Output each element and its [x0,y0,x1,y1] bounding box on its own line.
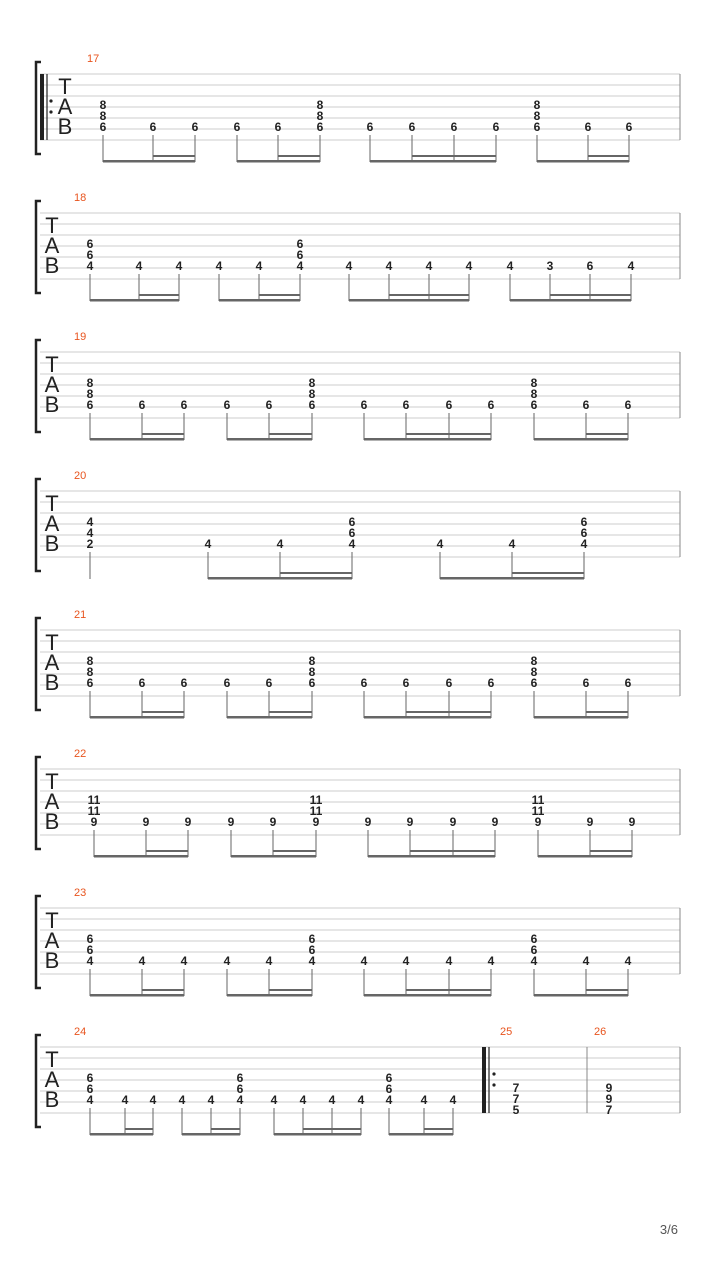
tab-clef-letter: T [45,630,59,655]
beam [227,716,312,719]
fret-number: 4 [138,954,146,968]
fret-number: 8 [308,654,316,668]
fret-number: 9 [364,815,372,829]
fret-number: 6 [445,676,453,690]
beam-secondary [211,1128,240,1130]
beam-secondary [588,155,629,157]
beam [227,438,312,441]
fret-number: 11 [87,793,101,807]
beam [94,855,188,858]
fret-number: 6 [86,248,94,262]
fret-number: 4 [449,1093,457,1107]
beam [364,438,491,441]
beam [90,1133,153,1136]
tab-clef-letter: A [44,789,60,814]
beam [368,855,495,858]
beam-secondary [142,711,184,713]
fret-number: 6 [348,526,356,540]
fret-number: 6 [265,398,273,412]
staff-system [36,748,680,858]
fret-number: 4 [86,1093,94,1107]
fret-number: 4 [308,954,316,968]
fret-number: 4 [420,1093,428,1107]
fret-number: 6 [487,676,495,690]
fret-number: 4 [328,1093,336,1107]
measure-number: 24 [74,1026,87,1038]
beam [538,855,632,858]
fret-number: 6 [180,398,188,412]
staff-system [36,192,680,302]
fret-number: 4 [436,537,444,551]
fret-number: 6 [584,120,592,134]
fret-number: 4 [180,954,188,968]
fret-number: 6 [530,398,538,412]
fret-number: 6 [366,120,374,134]
fret-number: 8 [530,665,538,679]
fret-number: 11 [309,804,323,818]
fret-number: 4 [276,537,284,551]
fret-number: 6 [236,1082,244,1096]
beam [90,994,184,997]
fret-number: 4 [465,259,473,273]
fret-number: 4 [360,954,368,968]
beam-secondary [590,850,632,852]
tab-clef-letter: T [45,908,59,933]
beam [237,160,320,163]
fret-number: 4 [425,259,433,273]
fret-number: 7 [605,1103,613,1117]
fret-number: 4 [204,537,212,551]
tab-clef-letter: B [57,114,73,139]
fret-number: 9 [605,1092,613,1106]
beam-secondary [586,433,628,435]
beam-secondary [269,989,312,991]
fret-number: 8 [308,376,316,390]
fret-number: 6 [180,676,188,690]
fret-number: 6 [308,943,316,957]
beam-secondary [550,294,631,296]
fret-number: 6 [533,120,541,134]
measure-number: 25 [500,1026,513,1038]
fret-number: 6 [236,1071,244,1085]
beam [370,160,496,163]
fret-number: 11 [87,804,101,818]
fret-number: 8 [308,665,316,679]
fret-number: 8 [316,109,324,123]
fret-number: 6 [450,120,458,134]
fret-number: 4 [178,1093,186,1107]
beam [349,299,469,302]
fret-number: 4 [86,954,94,968]
fret-number: 8 [316,98,324,112]
repeat-dot [49,110,52,113]
fret-number: 6 [530,943,538,957]
fret-number: 6 [530,676,538,690]
fret-number: 4 [149,1093,157,1107]
fret-number: 4 [86,526,94,540]
page-number: 3/6 [659,1222,678,1237]
measure-number: 17 [87,53,100,65]
fret-number: 4 [265,954,273,968]
fret-number: 9 [628,815,636,829]
fret-number: 9 [491,815,499,829]
fret-number: 8 [99,98,107,112]
fret-number: 6 [487,398,495,412]
fret-number: 8 [99,109,107,123]
fret-number: 6 [586,259,594,273]
beam-secondary [406,711,491,713]
beam-secondary [586,989,628,991]
fret-number: 6 [308,676,316,690]
fret-number: 4 [487,954,495,968]
fret-number: 6 [625,120,633,134]
fret-number: 4 [345,259,353,273]
staff-system [36,609,680,719]
fret-number: 8 [530,654,538,668]
fret-number: 4 [121,1093,129,1107]
fret-number: 4 [385,259,393,273]
fret-number: 6 [233,120,241,134]
fret-number: 8 [308,387,316,401]
fret-number: 8 [533,98,541,112]
fret-number: 4 [223,954,231,968]
beam-secondary [153,155,195,157]
fret-number: 8 [86,387,94,401]
fret-number: 9 [534,815,542,829]
tab-clef-letter: T [45,491,59,516]
tab-clef-letter: A [44,233,60,258]
tab-clef-letter: B [44,670,60,695]
fret-number: 6 [582,676,590,690]
fret-number: 4 [207,1093,215,1107]
fret-number: 4 [86,259,94,273]
beam-secondary [142,989,184,991]
fret-number: 3 [546,259,554,273]
fret-number: 5 [512,1103,520,1117]
staff-system [36,1026,680,1136]
beam-secondary [389,294,469,296]
fret-number: 6 [86,932,94,946]
fret-number: 6 [138,398,146,412]
beam-secondary [303,1128,361,1130]
fret-number: 6 [492,120,500,134]
tab-clef-letter: A [44,928,60,953]
fret-number: 4 [135,259,143,273]
fret-number: 4 [385,1093,393,1107]
fret-number: 6 [348,515,356,529]
fret-number: 6 [530,932,538,946]
beam-secondary [406,989,491,991]
repeat-dot [492,1083,495,1086]
beam [537,160,629,163]
fret-number: 6 [274,120,282,134]
fret-number: 9 [312,815,320,829]
fret-number: 4 [255,259,263,273]
fret-number: 4 [580,537,588,551]
tab-clef-letter: T [45,213,59,238]
beam [440,577,584,580]
tab-clef-letter: A [44,1067,60,1092]
beam-secondary [278,155,320,157]
fret-number: 9 [586,815,594,829]
staff-system [36,470,680,580]
fret-number: 6 [191,120,199,134]
fret-number: 4 [402,954,410,968]
fret-number: 4 [582,954,590,968]
fret-number: 6 [385,1082,393,1096]
measure-number: 21 [74,609,87,621]
measure-number: 23 [74,887,87,899]
staff-system [36,53,680,163]
beam [274,1133,361,1136]
tab-clef-letter: A [44,650,60,675]
beam [208,577,352,580]
fret-number: 4 [627,259,635,273]
beam [510,299,631,302]
fret-number: 9 [142,815,150,829]
beam [231,855,316,858]
fret-number: 6 [99,120,107,134]
fret-number: 4 [508,537,516,551]
beam [389,1133,453,1136]
fret-number: 6 [149,120,157,134]
fret-number: 6 [445,398,453,412]
beam-secondary [512,572,584,574]
tab-clef-letter: T [58,74,72,99]
beam-secondary [139,294,179,296]
fret-number: 4 [530,954,538,968]
fret-number: 4 [299,1093,307,1107]
beam [90,299,179,302]
beam [364,716,491,719]
fret-number: 8 [533,109,541,123]
fret-number: 8 [530,376,538,390]
fret-number: 4 [506,259,514,273]
beam-secondary [273,850,316,852]
tab-clef-letter: B [44,392,60,417]
tab-clef-letter: B [44,948,60,973]
beam [103,160,195,163]
fret-number: 6 [265,676,273,690]
fret-number: 6 [296,237,304,251]
fret-number: 8 [530,387,538,401]
tab-clef-letter: B [44,531,60,556]
beam [90,438,184,441]
tab-clef-letter: B [44,809,60,834]
measure-number: 18 [74,192,87,204]
beam-secondary [269,433,312,435]
fret-number: 6 [408,120,416,134]
fret-number: 8 [86,665,94,679]
tab-clef-letter: A [44,372,60,397]
repeat-dot [49,99,52,102]
fret-number: 4 [624,954,632,968]
beam-secondary [410,850,495,852]
fret-number: 4 [445,954,453,968]
fret-number: 7 [512,1092,520,1106]
fret-number: 6 [316,120,324,134]
beam [534,994,628,997]
fret-number: 6 [223,676,231,690]
fret-number: 6 [580,526,588,540]
fret-number: 6 [86,1082,94,1096]
tab-clef-letter: A [44,511,60,536]
fret-number: 8 [86,376,94,390]
fret-number: 6 [86,943,94,957]
fret-number: 11 [531,804,545,818]
measure-number: 20 [74,470,87,482]
fret-number: 11 [309,793,323,807]
fret-number: 11 [531,793,545,807]
fret-number: 6 [402,398,410,412]
fret-number: 6 [385,1071,393,1085]
fret-number: 4 [215,259,223,273]
fret-number: 4 [357,1093,365,1107]
beam [90,716,184,719]
beam-secondary [586,711,628,713]
fret-number: 9 [406,815,414,829]
beam [227,994,312,997]
beam-secondary [412,155,496,157]
beam [182,1133,240,1136]
beam-secondary [142,433,184,435]
tab-clef-letter: B [44,253,60,278]
fret-number: 6 [402,676,410,690]
repeat-dot [492,1072,495,1075]
tab-clef-letter: T [45,352,59,377]
fret-number: 4 [175,259,183,273]
fret-number: 6 [138,676,146,690]
fret-number: 6 [308,398,316,412]
fret-number: 9 [227,815,235,829]
fret-number: 4 [86,515,94,529]
tab-clef-letter: A [57,94,73,119]
measure-number: 22 [74,748,87,760]
staff-system [36,331,680,441]
fret-number: 6 [296,248,304,262]
fret-number: 6 [86,237,94,251]
beam [219,299,300,302]
fret-number: 2 [86,537,94,551]
tab-clef-letter: B [44,1087,60,1112]
beam-secondary [146,850,188,852]
fret-number: 9 [449,815,457,829]
staff-system [36,887,680,997]
fret-number: 6 [624,398,632,412]
beam-secondary [280,572,352,574]
fret-number: 4 [236,1093,244,1107]
beam [534,716,628,719]
tab-clef-letter: T [45,1047,59,1072]
fret-number: 4 [270,1093,278,1107]
fret-number: 6 [86,1071,94,1085]
fret-number: 4 [348,537,356,551]
beam [534,438,628,441]
beam-secondary [125,1128,153,1130]
fret-number: 9 [90,815,98,829]
fret-number: 9 [184,815,192,829]
fret-number: 8 [86,654,94,668]
fret-number: 6 [582,398,590,412]
fret-number: 6 [624,676,632,690]
fret-number: 6 [580,515,588,529]
fret-number: 6 [360,676,368,690]
beam-secondary [406,433,491,435]
fret-number: 6 [86,676,94,690]
measure-number: 26 [594,1026,607,1038]
beam-secondary [424,1128,453,1130]
fret-number: 7 [512,1081,520,1095]
fret-number: 6 [223,398,231,412]
beam-secondary [259,294,300,296]
fret-number: 6 [308,932,316,946]
fret-number: 9 [605,1081,613,1095]
tab-clef-letter: T [45,769,59,794]
beam [364,994,491,997]
fret-number: 9 [269,815,277,829]
measure-number: 19 [74,331,87,343]
fret-number: 6 [86,398,94,412]
fret-number: 4 [296,259,304,273]
beam-secondary [269,711,312,713]
fret-number: 6 [360,398,368,412]
